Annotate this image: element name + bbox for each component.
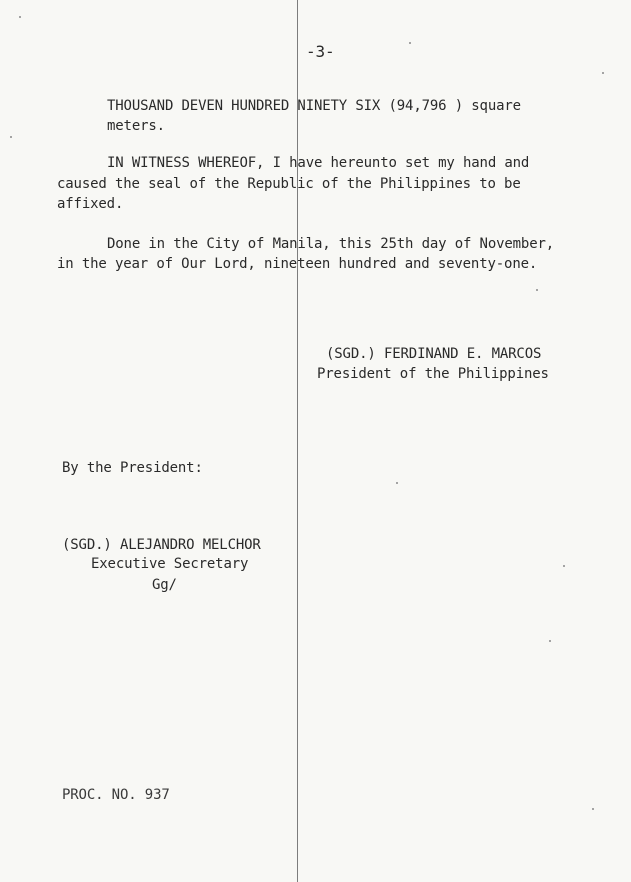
attestation-title: Executive Secretary xyxy=(91,556,249,572)
paper-speck xyxy=(563,565,565,567)
paper-speck xyxy=(409,42,411,44)
witness-line-3: affixed. xyxy=(57,196,124,212)
attestation-initials: Gg/ xyxy=(152,577,177,593)
witness-line-2: caused the seal of the Republic of the Philippines to be xyxy=(57,176,521,192)
paper-speck xyxy=(396,482,398,484)
paper-speck xyxy=(536,289,538,291)
signature-name: (SGD.) FERDINAND E. MARCOS xyxy=(326,346,542,362)
page-number: -3- xyxy=(306,42,335,61)
witness-line-1: IN WITNESS WHEREOF, I have hereunto set my hand and xyxy=(107,155,530,171)
paper-speck xyxy=(19,16,21,18)
area-line-1: THOUSAND DEVEN HUNDRED NINETY SIX (94,796 ) square xyxy=(107,98,521,114)
attestation-name: (SGD.) ALEJANDRO MELCHOR xyxy=(62,537,261,553)
paper-speck xyxy=(10,136,12,138)
done-line-2: in the year of Our Lord, nineteen hundred and seventy-one. xyxy=(57,256,538,272)
area-line-2: meters. xyxy=(107,118,165,134)
proclamation-reference: PROC. NO. 937 xyxy=(62,787,170,803)
paper-speck xyxy=(592,808,594,810)
signature-title: President of the Philippines xyxy=(317,366,549,382)
done-line-1: Done in the City of Manila, this 25th day of November, xyxy=(107,236,555,252)
paper-speck xyxy=(602,72,604,74)
paper-speck xyxy=(549,640,551,642)
attestation-intro: By the President: xyxy=(62,460,203,476)
paper-fold-line xyxy=(297,0,298,882)
